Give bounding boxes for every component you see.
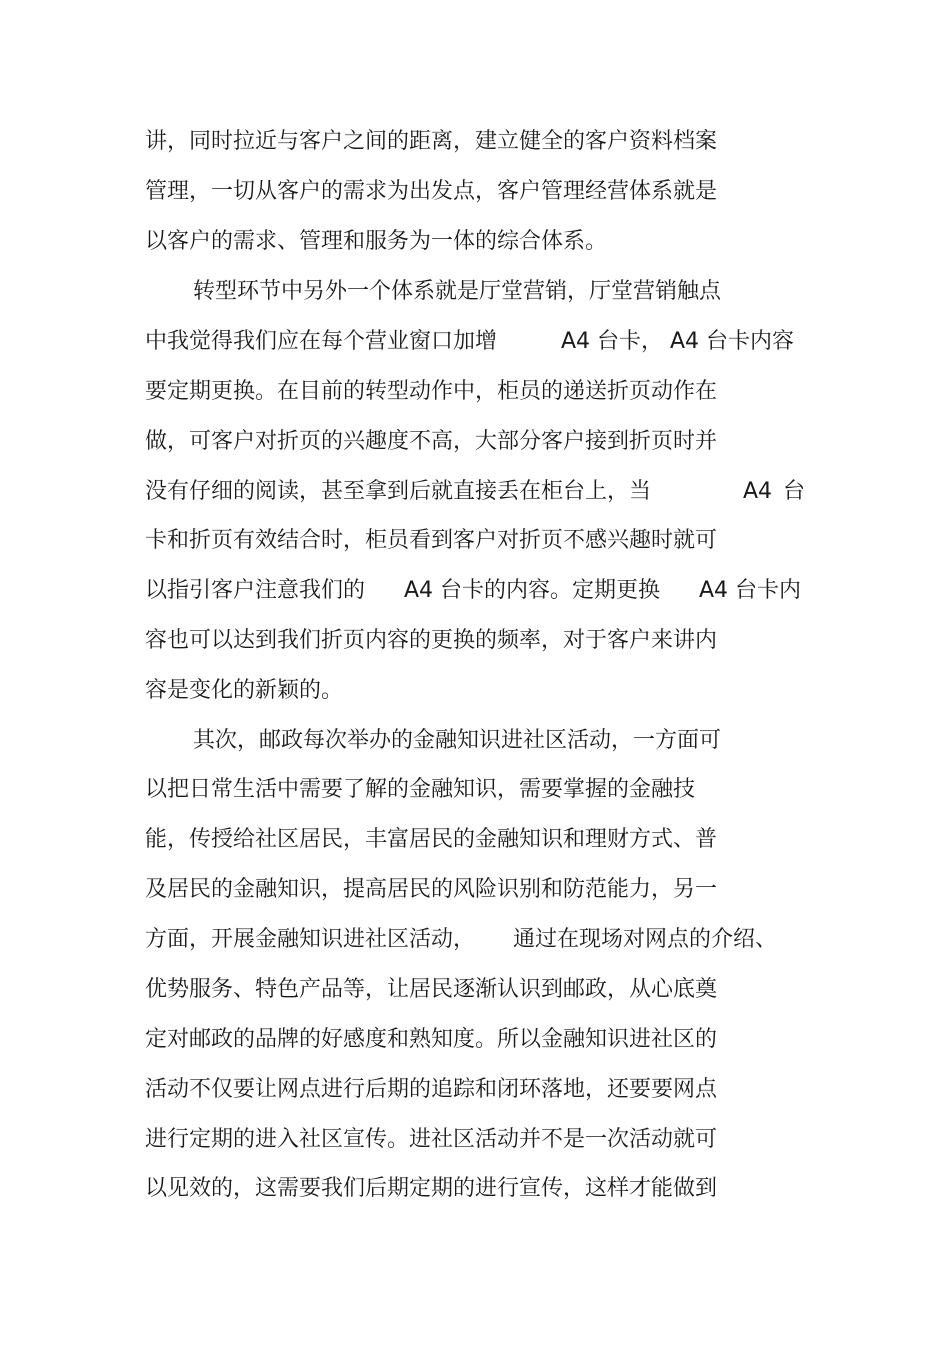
- paragraph-first-line: [0, 721, 950, 761]
- text-line: [0, 970, 950, 1010]
- line-text: 定对邮政的品牌的好感度和熟知度。所以金融知识进社区的: [145, 1027, 718, 1052]
- text-line: [0, 870, 950, 910]
- line-text: A4 台卡，: [561, 329, 664, 354]
- line-text: 没有仔细的阅读，甚至拿到后就直接丢在柜台上，当: [145, 479, 652, 504]
- text-line: [0, 1020, 950, 1060]
- text-line: [0, 521, 950, 561]
- line-text: 能，传授给社区居民，丰富居民的金融知识和理财方式、普: [145, 827, 718, 852]
- line-text: 中我觉得我们应在每个营业窗口加增: [145, 329, 498, 354]
- text-line: [0, 1070, 950, 1110]
- line-text: 方面，开展金融知识进社区活动，: [145, 927, 476, 952]
- line-text: 通过在现场对网点的介绍、: [513, 927, 778, 952]
- line-text: 优势服务、特色产品等，让居民逐渐认识到邮政，从心底奠: [145, 977, 718, 1002]
- line-text: 转型环节中另外一个体系就是厅堂营销，厅堂营销触点: [193, 279, 722, 304]
- line-text: 进行定期的进入社区宣传。进社区活动并不是一次活动就可: [145, 1127, 718, 1152]
- line-text: 要定期更换。在目前的转型动作中，柜员的递送折页动作在: [145, 379, 718, 404]
- line-text: 容是变化的新颖的。: [145, 678, 344, 703]
- text-line: [0, 472, 950, 512]
- text-line: [0, 372, 950, 412]
- text-line: [0, 920, 950, 960]
- text-line: [0, 1169, 950, 1209]
- line-text: 及居民的金融知识，提高居民的风险识别和防范能力，另一: [145, 877, 718, 902]
- line-text: 管理，一切从客户的需求为出发点，客户管理经营体系就是: [145, 179, 718, 204]
- text-line: [0, 122, 950, 162]
- text-line: [0, 571, 950, 611]
- text-line: [0, 422, 950, 462]
- line-text: 做，可客户对折页的兴趣度不高，大部分客户接到折页时并: [145, 429, 718, 454]
- line-text: 台: [783, 479, 806, 504]
- line-text: 以客户的需求、管理和服务为一体的综合体系。: [145, 229, 608, 254]
- text-line: [0, 671, 950, 711]
- text-line: [0, 222, 950, 262]
- text-line: [0, 770, 950, 810]
- text-line: [0, 621, 950, 661]
- line-text: 活动不仅要让网点进行后期的追踪和闭环落地，还要要网点: [145, 1077, 718, 1102]
- paragraph-first-line: [0, 272, 950, 312]
- line-text: 卡和折页有效结合时，柜员看到客户对折页不感兴趣时就可: [145, 528, 718, 553]
- line-text: A4 台卡的内容。定期更换: [404, 578, 661, 603]
- line-text: A4: [743, 479, 773, 504]
- text-line: [0, 322, 950, 362]
- text-line: [0, 172, 950, 212]
- line-text: 容也可以达到我们折页内容的更换的频率，对于客户来讲内: [145, 628, 718, 653]
- line-text: 以见效的，这需要我们后期定期的进行宣传，这样才能做到: [145, 1176, 718, 1201]
- line-text: 其次，邮政每次举办的金融知识进社区活动，一方面可: [193, 728, 722, 753]
- text-line: [0, 820, 950, 860]
- line-text: 讲，同时拉近与客户之间的距离，建立健全的客户资料档案: [145, 129, 718, 154]
- line-text: A4 台卡内容: [670, 329, 795, 354]
- line-text: 以把日常生活中需要了解的金融知识，需要掌握的金融技: [145, 777, 696, 802]
- text-line: [0, 1120, 950, 1160]
- line-text: A4 台卡内: [699, 578, 802, 603]
- line-text: 以指引客户注意我们的: [145, 578, 366, 603]
